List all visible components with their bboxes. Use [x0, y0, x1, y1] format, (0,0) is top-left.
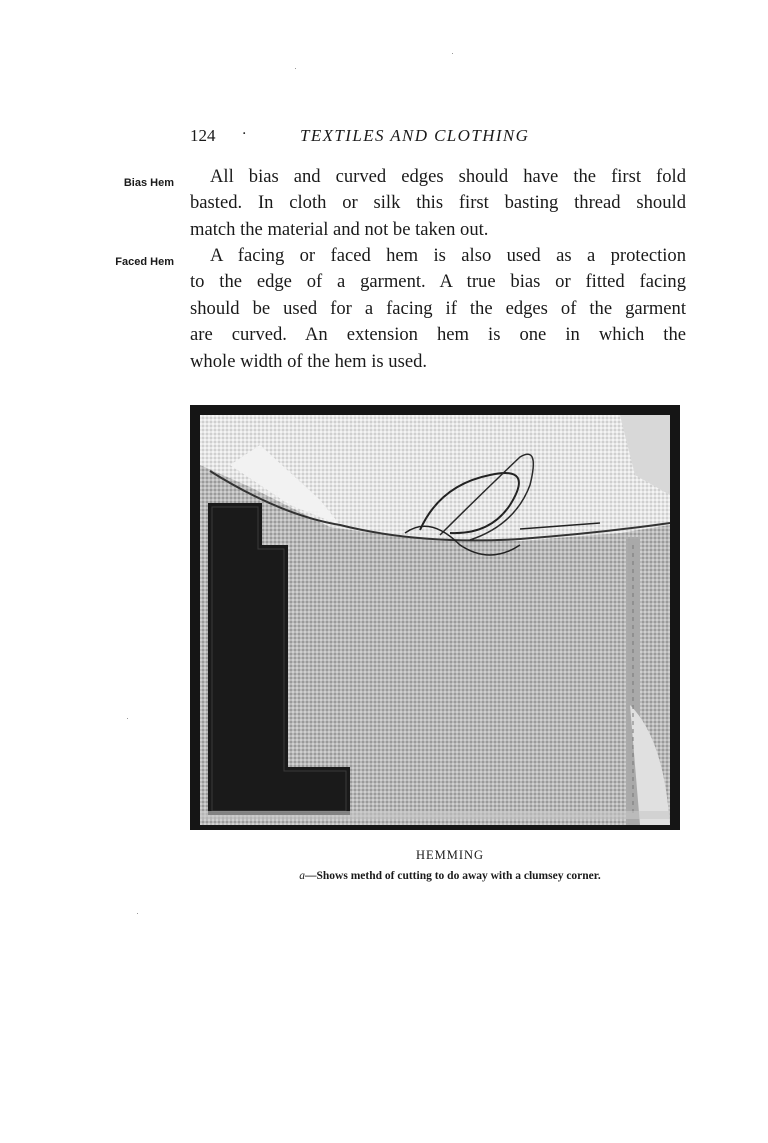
text-line: basted. In cloth or silk this first basting thread should — [190, 192, 686, 214]
figure-caption — [190, 870, 710, 882]
running-header — [190, 126, 610, 150]
paragraph-faced-hem — [190, 243, 686, 375]
scan-speck — [452, 53, 453, 54]
hemming-photograph — [190, 405, 680, 830]
caption-description: —Shows methd of cutting to do away with a clumsey corner. — [305, 870, 601, 882]
header-separator: · — [242, 126, 247, 142]
paragraph-bias-hem — [190, 164, 686, 243]
text-line: whole width of the hem is used. — [190, 350, 428, 372]
hemming-photo-illustration — [190, 405, 680, 830]
text-line: match the material and not be taken out. — [190, 218, 489, 240]
text-line: to the edge of a garment. A true bias or fitted facing — [190, 271, 686, 293]
caption-letter: a — [299, 870, 306, 882]
figure-caption-title: HEMMING — [415, 848, 485, 862]
running-title: TEXTILES AND CLOTHING — [300, 126, 530, 145]
text-line: All bias and curved edges should have the first fold — [210, 166, 686, 187]
text-line: are curved. An extension hem is one in which the — [190, 324, 686, 346]
scan-speck — [137, 913, 138, 914]
sidenote-bias-hem: Bias Hem — [123, 177, 174, 189]
text-line: should be used for a facing if the edges of the garment — [190, 297, 686, 319]
page-number: 124 — [190, 126, 216, 145]
text-line: A facing or faced hem is also used as a protection — [210, 245, 686, 266]
scan-speck — [295, 68, 296, 69]
sidenote-faced-hem: Faced Hem — [115, 256, 174, 268]
scan-speck — [127, 718, 128, 719]
